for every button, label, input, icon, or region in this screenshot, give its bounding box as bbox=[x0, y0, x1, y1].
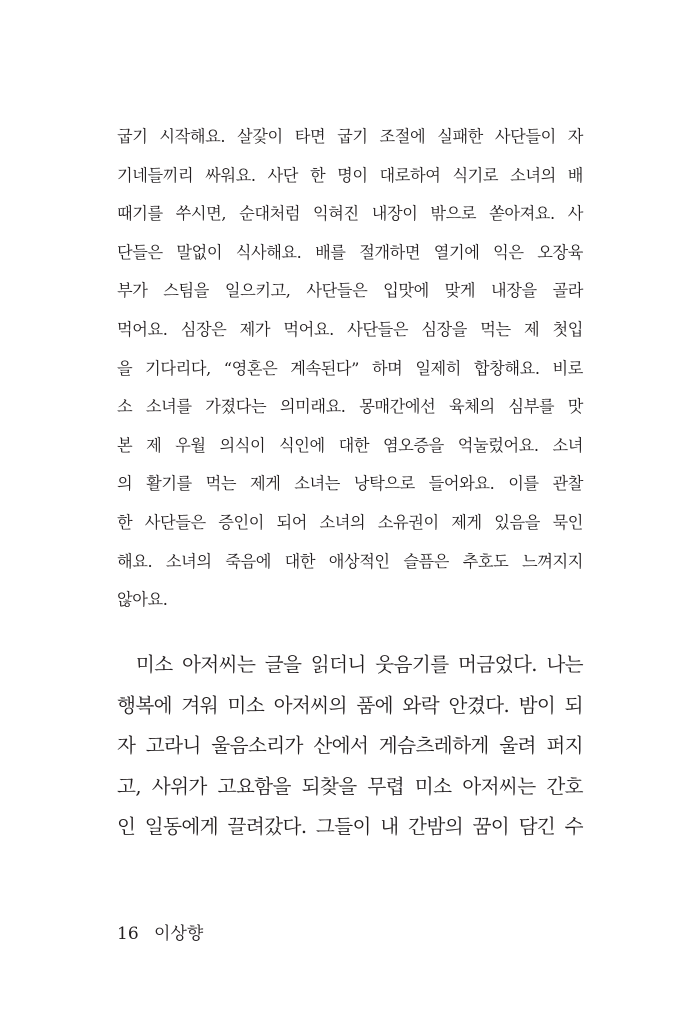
body-line: 고, 사위가 고요함을 되찾을 무렵 미소 아저씨는 간호 bbox=[117, 774, 583, 798]
quote-line: 단들은 말없이 식사해요. 배를 절개하면 열기에 익은 오장육 bbox=[117, 242, 583, 262]
quote-line: 기네들끼리 싸워요. 사단 한 명이 대로하여 식기로 소녀의 배 bbox=[117, 165, 583, 185]
body-line: 미소 아저씨는 글을 읽더니 웃음기를 머금었다. 나는 bbox=[117, 653, 583, 676]
body-line: 행복에 겨워 미소 아저씨의 품에 와락 안겼다. 밤이 되 bbox=[117, 693, 583, 717]
body-paragraph bbox=[117, 645, 583, 848]
running-title: 이상향 bbox=[154, 924, 204, 944]
body-line: 자 고라니 울음소리가 산에서 게슴츠레하게 울려 퍼지 bbox=[117, 734, 583, 757]
quote-line: 해요. 소녀의 죽음에 대한 애상적인 슬픔은 추호도 느껴지지 bbox=[117, 551, 583, 571]
quote-line: 않아요. bbox=[117, 590, 168, 610]
page-number: 16 bbox=[117, 924, 139, 944]
quote-line: 한 사단들은 증인이 되어 소녀의 소유권이 제게 있음을 묵인 bbox=[117, 512, 583, 532]
quote-line: 먹어요. 심장은 제가 먹어요. 사단들은 심장을 먹는 제 첫입 bbox=[117, 319, 583, 339]
quote-line: 부가 스팀을 일으키고, 사단들은 입맛에 맞게 내장을 골라 bbox=[117, 281, 583, 301]
quoted-passage bbox=[117, 118, 583, 620]
quote-line: 본 제 우월 의식이 식인에 대한 염오증을 억눌렀어요. 소녀 bbox=[117, 435, 583, 455]
quote-line: 을 기다리다, “영혼은 계속된다” 하며 일제히 합창해요. 비로 bbox=[117, 358, 583, 378]
quote-line: 의 활기를 먹는 제게 소녀는 낭탁으로 들어와요. 이를 관찰 bbox=[117, 474, 583, 494]
quote-line: 소 소녀를 가졌다는 의미래요. 몽매간에선 육체의 심부를 맛 bbox=[117, 397, 583, 417]
quote-line: 때기를 쑤시면, 순대처럼 익혀진 내장이 밖으로 쏟아져요. 사 bbox=[117, 204, 583, 224]
body-line: 인 일동에게 끌려갔다. 그들이 내 간밤의 꿈이 담긴 수 bbox=[117, 815, 583, 838]
page-footer bbox=[117, 922, 203, 946]
quote-line: 굽기 시작해요. 살갗이 타면 굽기 조절에 실패한 사단들이 자 bbox=[117, 127, 583, 146]
